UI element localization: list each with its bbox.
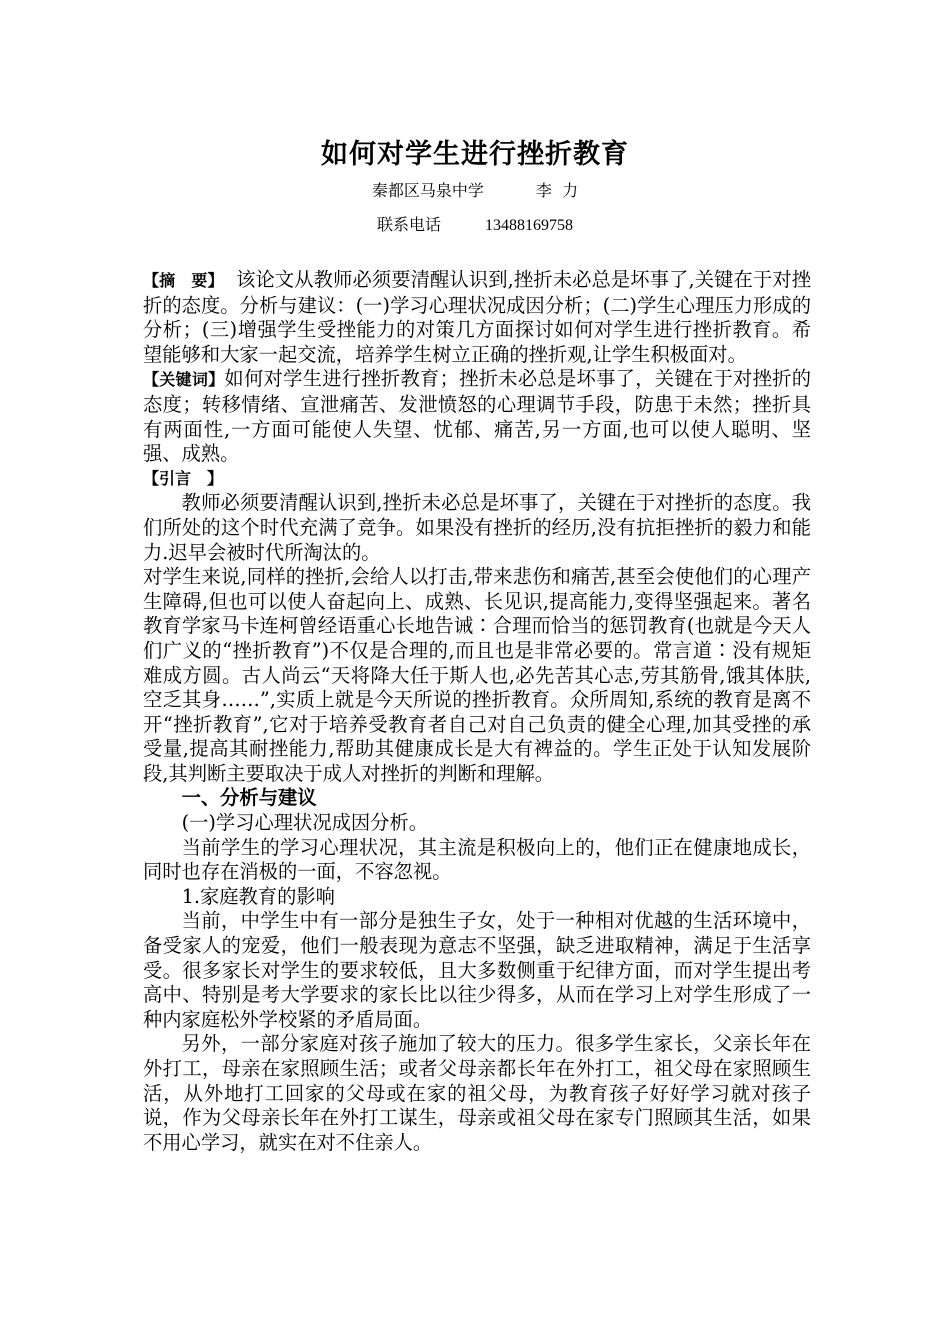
abstract-paragraph [143, 268, 811, 367]
intro-paragraph-2: 对学生来说,同样的挫折,会给人以打击,带来悲伤和痛苦,甚至会使他们的心理产生障碍,但也可以使人奋起向上、成熟、长见识,提高能力,变得坚强起来。著名教育学家马卡连柯曾经语重心长地告诫∶合理而恰当的惩罚教育(也就是今天人们广义的“挫折教育”)不仅是合理的,而且也是非常必要的。常言道∶没有规矩难成方圆。古人尚云“天将降大任于斯人也,必先苦其心志,劳其筋骨,饿其体肤,空乏其身……”,实质上就是今天所说的挫折教育。众所周知,系统的教育是离不开“挫折教育”,它对于培养受教育者自己对自己负责的健全心理,加其受挫的承受量,提高其耐挫能力,帮助其健康成长是大有裨益的。学生正处于认知发展阶段,其判断主要取决于成人对挫折的判断和理解。 [143, 565, 812, 785]
abstract-tag: 【摘 要】 [143, 271, 224, 290]
subsection-heading-1: (一)学习心理状况成因分析。 [181, 811, 429, 835]
keywords-tag: 【关键词】 [143, 370, 225, 390]
body-paragraph-2: 当前，中学生中有一部分是独生子女，处于一种相对优越的生活环境中，备受家人的宠爱，他们一般表现为意志不坚强，缺乏进取精神，满足于生活享受。很多家长对学生的要求较低，且大多数侧重于纪律方面，而对学生提出考高中、特别是考大学要求的家长比以往少得多，从而在学习上对学生形成了一种内家庭松外学校紧的矛盾局面。 [143, 909, 811, 1031]
body-paragraph-3: 另外，一部分家庭对孩子施加了较大的压力。很多学生家长，父亲长年在外打工，母亲在家照顾生活；或者父母亲都长年在外打工，祖父母在家照顾生活，从外地打工回家的父母或在家的祖父母，为教育孩子好好学习就对孩子说，作为父母亲长年在外打工谋生，母亲或祖父母在家专门照顾其生活，如果不用心学习，就实在对不住亲人。 [143, 1032, 811, 1154]
keywords-paragraph [143, 367, 811, 466]
intro-paragraph-1: 教师必须要清醒认识到,挫折未必总是坏事了，关键在于对挫折的态度。我们所处的这个时代充满了竞争。如果没有挫折的经历,没有抗拒挫折的毅力和能力.迟早会被时代所淘汰的。 [143, 491, 811, 564]
document-body [143, 268, 811, 1155]
abstract-text: 该论文从教师必须要清醒认识到,挫折未必总是坏事了,关键在于对挫折的态度。分析与建议：(一)学习心理状况成因分析；(二)学生心理压力形成的分析；(三)增强学生受挫能力的对策几方面探讨如何对学生进行挫折教育。希望能够和大家一起交流，培养学生树立正确的挫折观,让学生积极面对。 [143, 268, 811, 366]
contact-label: 联系电话 [376, 215, 441, 234]
body-paragraph-1: 当前学生的学习心理状况，其主流是积极向上的，他们正在健康地成长，同时也存在消极的一面，不容忽视。 [143, 835, 811, 884]
contact-phone: 13488169758 [485, 217, 573, 234]
document-title: 如何对学生进行挫折教育 [321, 139, 629, 170]
author-name: 李 力 [535, 181, 579, 200]
keywords-text: 如何对学生进行挫折教育；挫折未必总是坏事了，关键在于对挫折的态度；转移情绪、宣泄痛苦、发泄愤怒的心理调节手段，防患于未然；挫折具有两面性,一方面可能使人失望、忧郁、痛苦,另一方面,也可以使人聪明、坚强、成熟。 [143, 367, 811, 466]
contact-line [0, 212, 950, 235]
section-heading-1: 一、分析与建议 [181, 786, 317, 810]
author-line [0, 178, 950, 201]
subsubsection-heading-1: 1.家庭教育的影响 [181, 884, 335, 908]
intro-tag: 【引言 】 [143, 468, 224, 488]
author-school: 秦都区马泉中学 [371, 181, 484, 200]
